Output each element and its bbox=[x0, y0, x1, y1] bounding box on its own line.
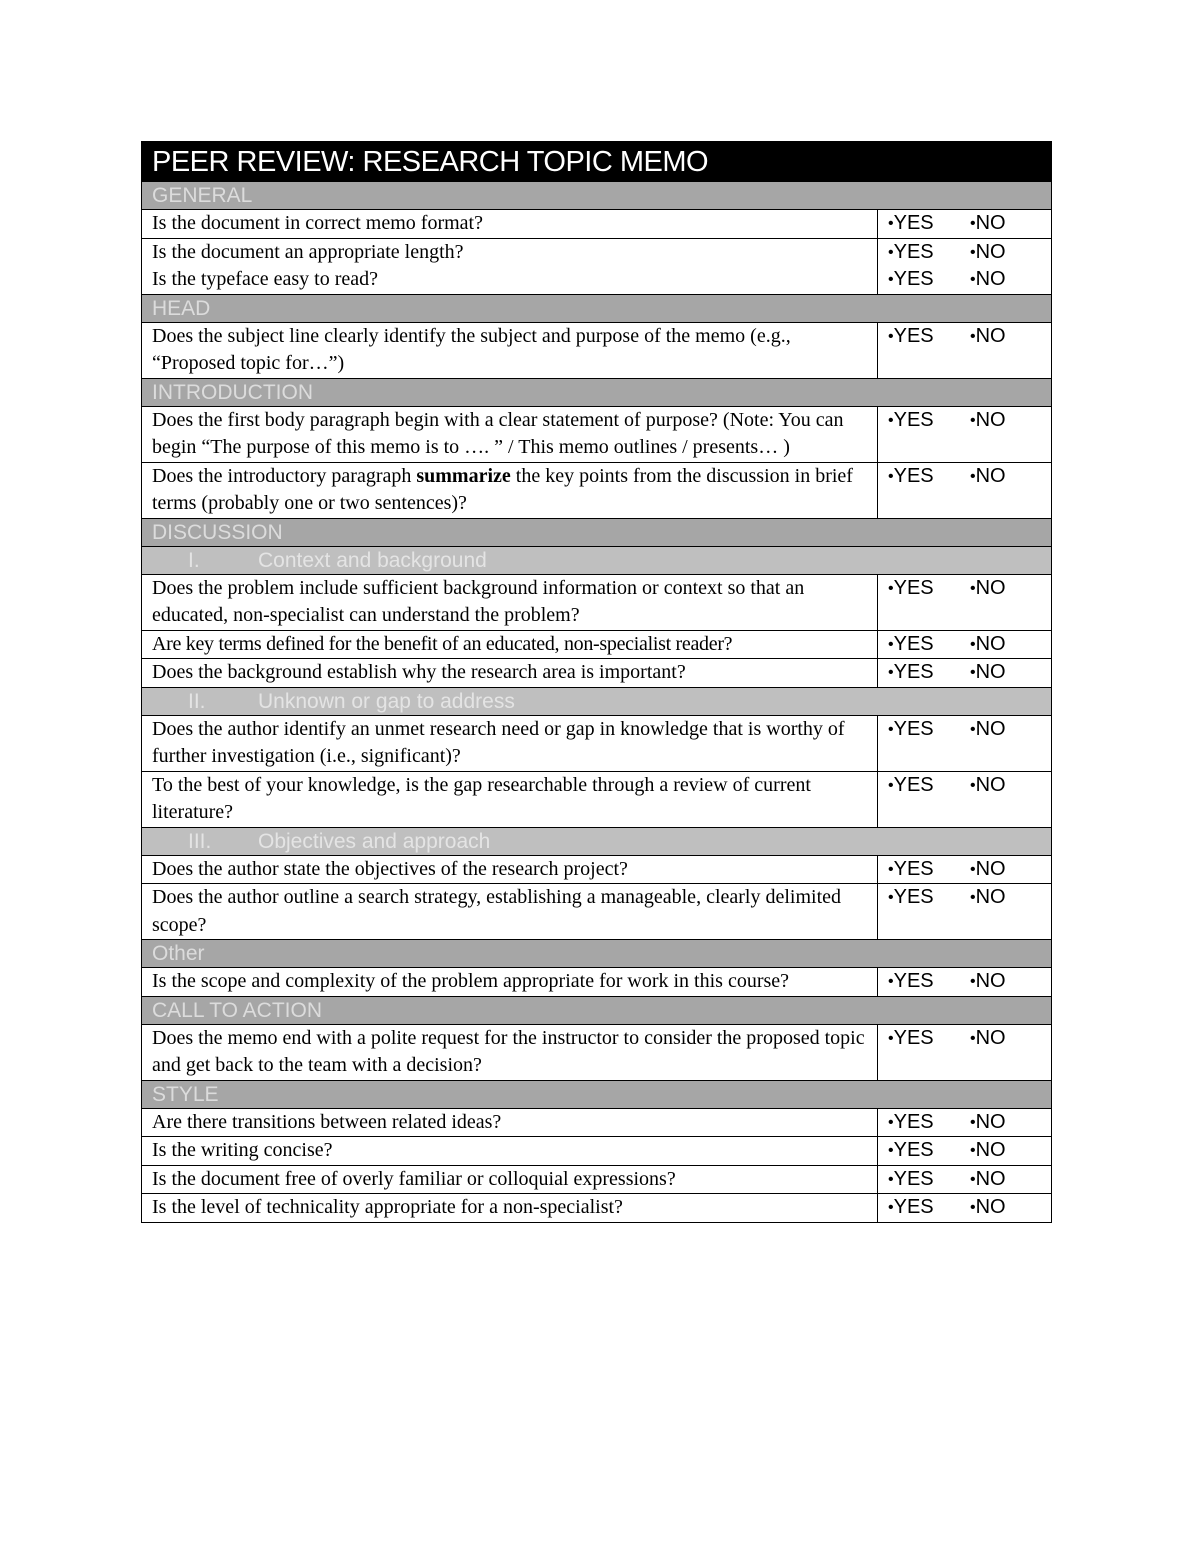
no-option[interactable]: •NO bbox=[970, 576, 1006, 599]
section-title: DISCUSSION bbox=[142, 518, 1052, 546]
no-option[interactable]: •NO bbox=[970, 1139, 1006, 1161]
answer-line bbox=[888, 1137, 1051, 1165]
yes-no-options bbox=[878, 968, 1052, 997]
yes-no-options bbox=[878, 322, 1052, 378]
yes-option[interactable]: •YES bbox=[888, 408, 934, 431]
question-text: Are there transitions between related ideas? bbox=[142, 1108, 878, 1137]
subsection-label: Objectives and approach bbox=[258, 829, 491, 853]
subsection-number: III. bbox=[188, 829, 212, 853]
question-row bbox=[142, 1024, 1052, 1080]
yes-option[interactable]: •YES bbox=[888, 661, 934, 683]
question-text: To the best of your knowledge, is the gap researchable through a review of current literature? bbox=[142, 771, 878, 827]
question-cell bbox=[142, 238, 878, 294]
question-row bbox=[142, 574, 1052, 630]
yes-no-options bbox=[878, 1137, 1052, 1166]
subsection-label: Context and background bbox=[258, 548, 487, 572]
no-option[interactable]: •NO bbox=[970, 773, 1006, 796]
section-title: HEAD bbox=[142, 294, 1052, 322]
subsection-number: I. bbox=[188, 548, 200, 572]
section-header-discussion bbox=[142, 518, 1052, 546]
question-row bbox=[142, 462, 1052, 518]
title-row bbox=[142, 142, 1052, 182]
subsection-header-gap bbox=[142, 687, 1052, 715]
question-row bbox=[142, 659, 1052, 688]
question-text: Is the level of technicality appropriate for a non-specialist? bbox=[142, 1194, 878, 1223]
question-text: Is the typeface easy to read? bbox=[152, 268, 378, 290]
yes-no-options bbox=[878, 238, 1052, 294]
question-text: Does the memo end with a polite request for the instructor to consider the proposed topic and get back to the team with a decision? bbox=[142, 1024, 878, 1080]
yes-option[interactable]: •YES bbox=[888, 1026, 934, 1049]
no-option[interactable]: •NO bbox=[970, 632, 1006, 655]
yes-no-options bbox=[878, 771, 1052, 827]
no-option[interactable]: •NO bbox=[970, 970, 1006, 992]
yes-no-options bbox=[878, 1194, 1052, 1223]
question-text: Is the document in correct memo format? bbox=[142, 210, 878, 239]
yes-option[interactable]: •YES bbox=[888, 970, 934, 992]
question-row bbox=[142, 238, 1052, 294]
section-title: INTRODUCTION bbox=[142, 378, 1052, 406]
question-text: Is the writing concise? bbox=[142, 1137, 878, 1166]
question-text: Does the author identify an unmet research need or gap in knowledge that is worthy of further investigation (i.e., significant)? bbox=[142, 715, 878, 771]
subsection-number: II. bbox=[188, 689, 206, 713]
question-text: Is the document free of overly familiar or colloquial expressions? bbox=[142, 1165, 878, 1194]
yes-option[interactable]: •YES bbox=[888, 464, 934, 487]
section-header-other bbox=[142, 940, 1052, 968]
subsection-title bbox=[142, 827, 1052, 855]
yes-no-options bbox=[878, 715, 1052, 771]
section-header-head bbox=[142, 294, 1052, 322]
section-title: CALL TO ACTION bbox=[142, 996, 1052, 1024]
answer-line bbox=[888, 772, 1051, 800]
yes-no-options bbox=[878, 1165, 1052, 1194]
question-row bbox=[142, 1108, 1052, 1137]
yes-no-options bbox=[878, 210, 1052, 239]
answer-line bbox=[888, 239, 1051, 267]
answer-line bbox=[888, 463, 1051, 491]
yes-option[interactable]: •YES bbox=[888, 240, 934, 263]
yes-option[interactable]: •YES bbox=[888, 212, 934, 234]
question-row bbox=[142, 715, 1052, 771]
section-header-style bbox=[142, 1080, 1052, 1108]
question-row bbox=[142, 968, 1052, 997]
yes-no-options bbox=[878, 1024, 1052, 1080]
peer-review-table bbox=[141, 141, 1052, 1223]
answer-line bbox=[888, 1025, 1051, 1053]
question-text: Does the author state the objectives of the research project? bbox=[142, 855, 878, 884]
yes-option[interactable]: •YES bbox=[888, 717, 934, 740]
question-text: Does the background establish why the research area is important? bbox=[142, 659, 878, 688]
answer-line bbox=[888, 856, 1051, 884]
answer-line bbox=[888, 716, 1051, 744]
question-text: Is the scope and complexity of the problem appropriate for work in this course? bbox=[142, 968, 878, 997]
answer-line bbox=[888, 1194, 1051, 1222]
yes-option[interactable]: •YES bbox=[888, 268, 934, 290]
answer-line bbox=[888, 407, 1051, 435]
yes-option[interactable]: •YES bbox=[888, 1139, 934, 1161]
section-title: Other bbox=[142, 940, 1052, 968]
question-row bbox=[142, 630, 1052, 659]
question-text: Does the first body paragraph begin with a clear statement of purpose? (Note: You can begin “The purpose of this memo is to …. ” / This memo outlines / presents… ) bbox=[142, 406, 878, 462]
yes-option[interactable]: •YES bbox=[888, 857, 934, 880]
question-row bbox=[142, 771, 1052, 827]
section-title: STYLE bbox=[142, 1080, 1052, 1108]
no-option[interactable]: •NO bbox=[970, 408, 1006, 431]
question-row bbox=[142, 322, 1052, 378]
question-row bbox=[142, 406, 1052, 462]
question-text: Is the document an appropriate length? bbox=[152, 240, 464, 263]
no-option[interactable]: •NO bbox=[970, 857, 1006, 880]
no-option[interactable]: •NO bbox=[970, 1026, 1006, 1049]
yes-option[interactable]: •YES bbox=[888, 886, 934, 908]
no-option[interactable]: •NO bbox=[970, 1110, 1006, 1133]
question-text: Does the subject line clearly identify the subject and purpose of the memo (e.g., “Proposed topic for…”) bbox=[142, 322, 878, 378]
yes-option[interactable]: •YES bbox=[888, 576, 934, 599]
yes-no-options bbox=[878, 884, 1052, 940]
answer-line bbox=[888, 323, 1051, 351]
answer-line bbox=[888, 266, 1051, 294]
question-row bbox=[142, 1194, 1052, 1223]
yes-option[interactable]: •YES bbox=[888, 1167, 934, 1190]
no-option[interactable]: •NO bbox=[970, 1196, 1006, 1218]
question-row bbox=[142, 1137, 1052, 1166]
answer-line bbox=[888, 575, 1051, 603]
yes-no-options bbox=[878, 462, 1052, 518]
answer-line bbox=[888, 659, 1051, 687]
emphasis: summarize bbox=[416, 464, 511, 487]
no-option[interactable]: •NO bbox=[970, 1167, 1006, 1190]
yes-option[interactable]: •YES bbox=[888, 1110, 934, 1133]
subsection-label: Unknown or gap to address bbox=[258, 689, 515, 713]
no-option[interactable]: •NO bbox=[970, 717, 1006, 740]
no-option[interactable]: •NO bbox=[970, 886, 1006, 908]
yes-option[interactable]: •YES bbox=[888, 1196, 934, 1218]
subsection-title bbox=[142, 546, 1052, 574]
question-text: Does the problem include sufficient background information or context so that an educated, non-specialist can understand the problem? bbox=[142, 574, 878, 630]
section-title: GENERAL bbox=[142, 182, 1052, 210]
page-title: PEER REVIEW: RESEARCH TOPIC MEMO bbox=[142, 142, 1052, 182]
answer-line bbox=[888, 884, 1051, 912]
question-text: Does the introductory paragraph summarize the key points from the discussion in brief terms (probably one or two sentences)? bbox=[142, 462, 878, 518]
no-option[interactable]: •NO bbox=[970, 464, 1006, 487]
answer-line bbox=[888, 210, 1051, 238]
yes-no-options bbox=[878, 406, 1052, 462]
yes-option[interactable]: •YES bbox=[888, 324, 934, 347]
no-option[interactable]: •NO bbox=[970, 268, 1006, 290]
subsection-header-objectives bbox=[142, 827, 1052, 855]
yes-no-options bbox=[878, 855, 1052, 884]
question-row bbox=[142, 210, 1052, 239]
yes-option[interactable]: •YES bbox=[888, 632, 934, 655]
no-option[interactable]: •NO bbox=[970, 661, 1006, 683]
yes-no-options bbox=[878, 630, 1052, 659]
no-option[interactable]: •NO bbox=[970, 240, 1006, 263]
yes-option[interactable]: •YES bbox=[888, 773, 934, 796]
no-option[interactable]: •NO bbox=[970, 212, 1006, 234]
section-header-general bbox=[142, 182, 1052, 210]
subsection-title bbox=[142, 687, 1052, 715]
section-header-call-to-action bbox=[142, 996, 1052, 1024]
yes-no-options bbox=[878, 659, 1052, 688]
no-option[interactable]: •NO bbox=[970, 324, 1006, 347]
section-header-introduction bbox=[142, 378, 1052, 406]
yes-no-options bbox=[878, 574, 1052, 630]
question-text: Are key terms defined for the benefit of an educated, non-specialist reader? bbox=[142, 630, 878, 659]
question-row bbox=[142, 855, 1052, 884]
answer-line bbox=[888, 968, 1051, 996]
question-row bbox=[142, 1165, 1052, 1194]
question-text: Does the author outline a search strategy, establishing a manageable, clearly delimited scope? bbox=[142, 884, 878, 940]
yes-no-options bbox=[878, 1108, 1052, 1137]
answer-line bbox=[888, 1166, 1051, 1194]
subsection-header-context bbox=[142, 546, 1052, 574]
answer-line bbox=[888, 631, 1051, 659]
answer-line bbox=[888, 1109, 1051, 1137]
question-row bbox=[142, 884, 1052, 940]
